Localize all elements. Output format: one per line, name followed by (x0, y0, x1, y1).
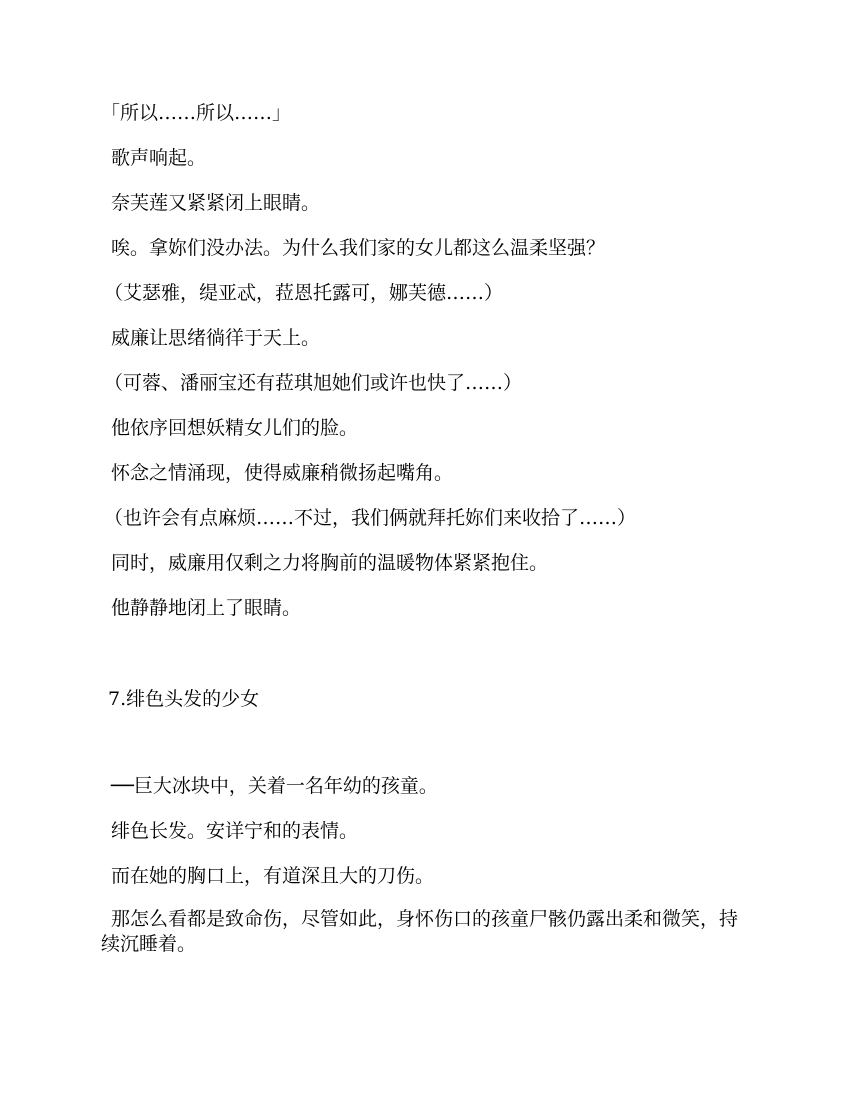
paragraph: 他静静地闭上了眼睛。 (111, 597, 302, 619)
paragraph: 唉。拿妳们没办法。为什么我们家的女儿都这么温柔坚强？ (111, 237, 606, 259)
paragraph: 他依序回想妖精女儿们的脸。 (111, 417, 359, 439)
paragraph: 怀念之情涌现，使得威廉稍微扬起嘴角。 (111, 462, 454, 484)
paragraph: （艾瑟雅，缇亚忒，菈恩托露可，娜芙德……） (104, 282, 504, 304)
paragraph: 威廉让思绪徜徉于天上。 (111, 327, 321, 349)
paragraph: ──巨大冰块中，关着一名年幼的孩童。 (111, 775, 438, 797)
chapter-heading: 7.绯色头发的少女 (108, 688, 260, 710)
paragraph: 「所以……所以……」 (101, 102, 292, 124)
paragraph: 歌声响起。 (111, 147, 207, 169)
paragraph: 同时，威廉用仅剩之力将胸前的温暖物体紧紧抱住。 (111, 552, 549, 574)
paragraph: 那怎么看都是致命伤，尽管如此，身怀伤口的孩童尸骸仍露出柔和微笑，持续沉睡着。 (101, 908, 739, 955)
paragraph: 奈芙莲又紧紧闭上眼睛。 (111, 192, 321, 214)
paragraph: （也许会有点麻烦……不过，我们俩就拜托妳们来收拾了……） (104, 507, 637, 529)
paragraph: 绯色长发。安详宁和的表情。 (111, 820, 359, 842)
paragraph: 而在她的胸口上，有道深且大的刀伤。 (111, 865, 435, 887)
paragraph: （可蓉、潘丽宝还有菈琪旭她们或许也快了……） (104, 372, 523, 394)
